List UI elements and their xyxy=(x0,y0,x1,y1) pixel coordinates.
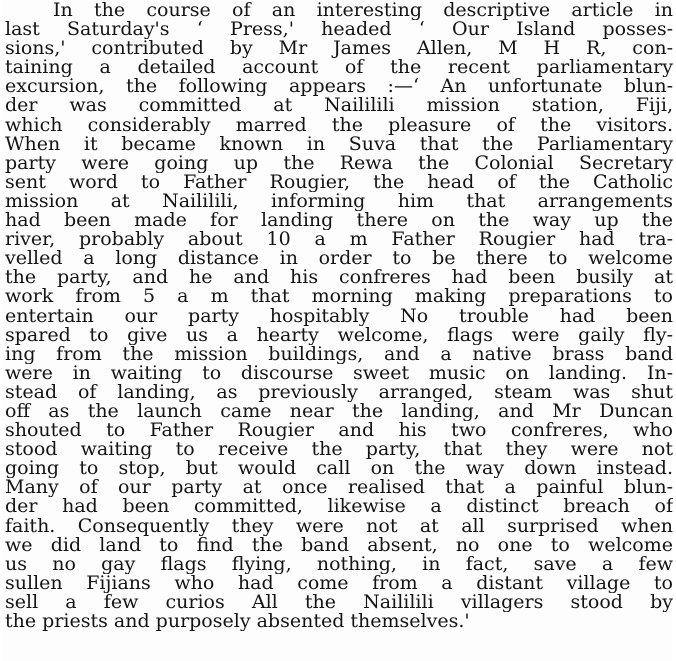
article-line: sell a few curios All the Naililili villagers stood by xyxy=(5,592,673,612)
article-line: When it became known in Suva that the Parliamentary xyxy=(5,134,673,154)
article-line: excursion, the following appears :—‘ An unfortunate blun- xyxy=(5,77,673,97)
article-line: us no gay flags flying, nothing, in fact, save a few xyxy=(5,554,673,574)
article-line: which considerably marred the pleasure of the visitors. xyxy=(5,115,673,135)
article-line: sions,' contributed by Mr James Allen, M H R, con- xyxy=(5,39,673,59)
article-line: going to stop, but would call on the way down instead. xyxy=(5,459,673,479)
article-line: In the course of an interesting descriptive article in xyxy=(53,1,673,21)
article-line: we did land to find the band absent, no one to welcome xyxy=(5,535,673,555)
article-line: sullen Fijians who had come from a distant village to xyxy=(5,573,673,593)
article-line: taining a detailed account of the recent parliamentary xyxy=(5,58,673,78)
article-line: last Saturday's ‘ Press,' headed ‘ Our Island posses- xyxy=(5,20,673,40)
article-line: stood waiting to receive the party, that they were not xyxy=(5,440,673,460)
article-line: river, probably about 10 a m Father Rougier had tra- xyxy=(5,230,673,250)
article-line: had been made for landing there on the way up the xyxy=(5,211,673,231)
newspaper-clipping xyxy=(3,0,673,661)
article-line: spared to give us a hearty welcome, flags were gaily fly- xyxy=(5,325,673,345)
article-line: party were going up the Rewa the Colonial Secretary xyxy=(5,153,673,173)
article-line: mission at Naililili, informing him that arrangements xyxy=(5,191,673,212)
article-line: work from 5 a m that morning making preparations to xyxy=(5,287,673,307)
article-line: entertain our party hospitably No trouble had been xyxy=(5,306,673,326)
article-line: ing from the mission buildings, and a native brass band xyxy=(5,344,673,364)
article-line: the party, and he and his confreres had been busily at xyxy=(5,268,673,288)
article-line: faith. Consequently they were not at all surprised when xyxy=(5,516,673,536)
article-line: Many of our party at once realised that a painful blun- xyxy=(5,478,673,498)
article-line: der was committed at Naililili mission station, Fiji, xyxy=(5,96,673,116)
article-line: stead of landing, as previously arranged, steam was shut xyxy=(5,382,673,402)
article-line: shouted to Father Rougier and his two confreres, who xyxy=(5,421,673,441)
article-line: sent word to Father Rougier, the head of the Catholic xyxy=(5,172,673,192)
article-line: velled a long distance in order to be there to welcome xyxy=(5,249,673,269)
article-line: the priests and purposely absented themselves.' xyxy=(5,612,470,632)
article-line: der had been committed, likewise a distinct breach of xyxy=(5,497,673,517)
article-column xyxy=(5,1,673,631)
article-line: off as the launch came near the landing, and Mr Duncan xyxy=(5,401,673,422)
article-line: were in waiting to discourse sweet music on landing. In- xyxy=(5,363,673,383)
